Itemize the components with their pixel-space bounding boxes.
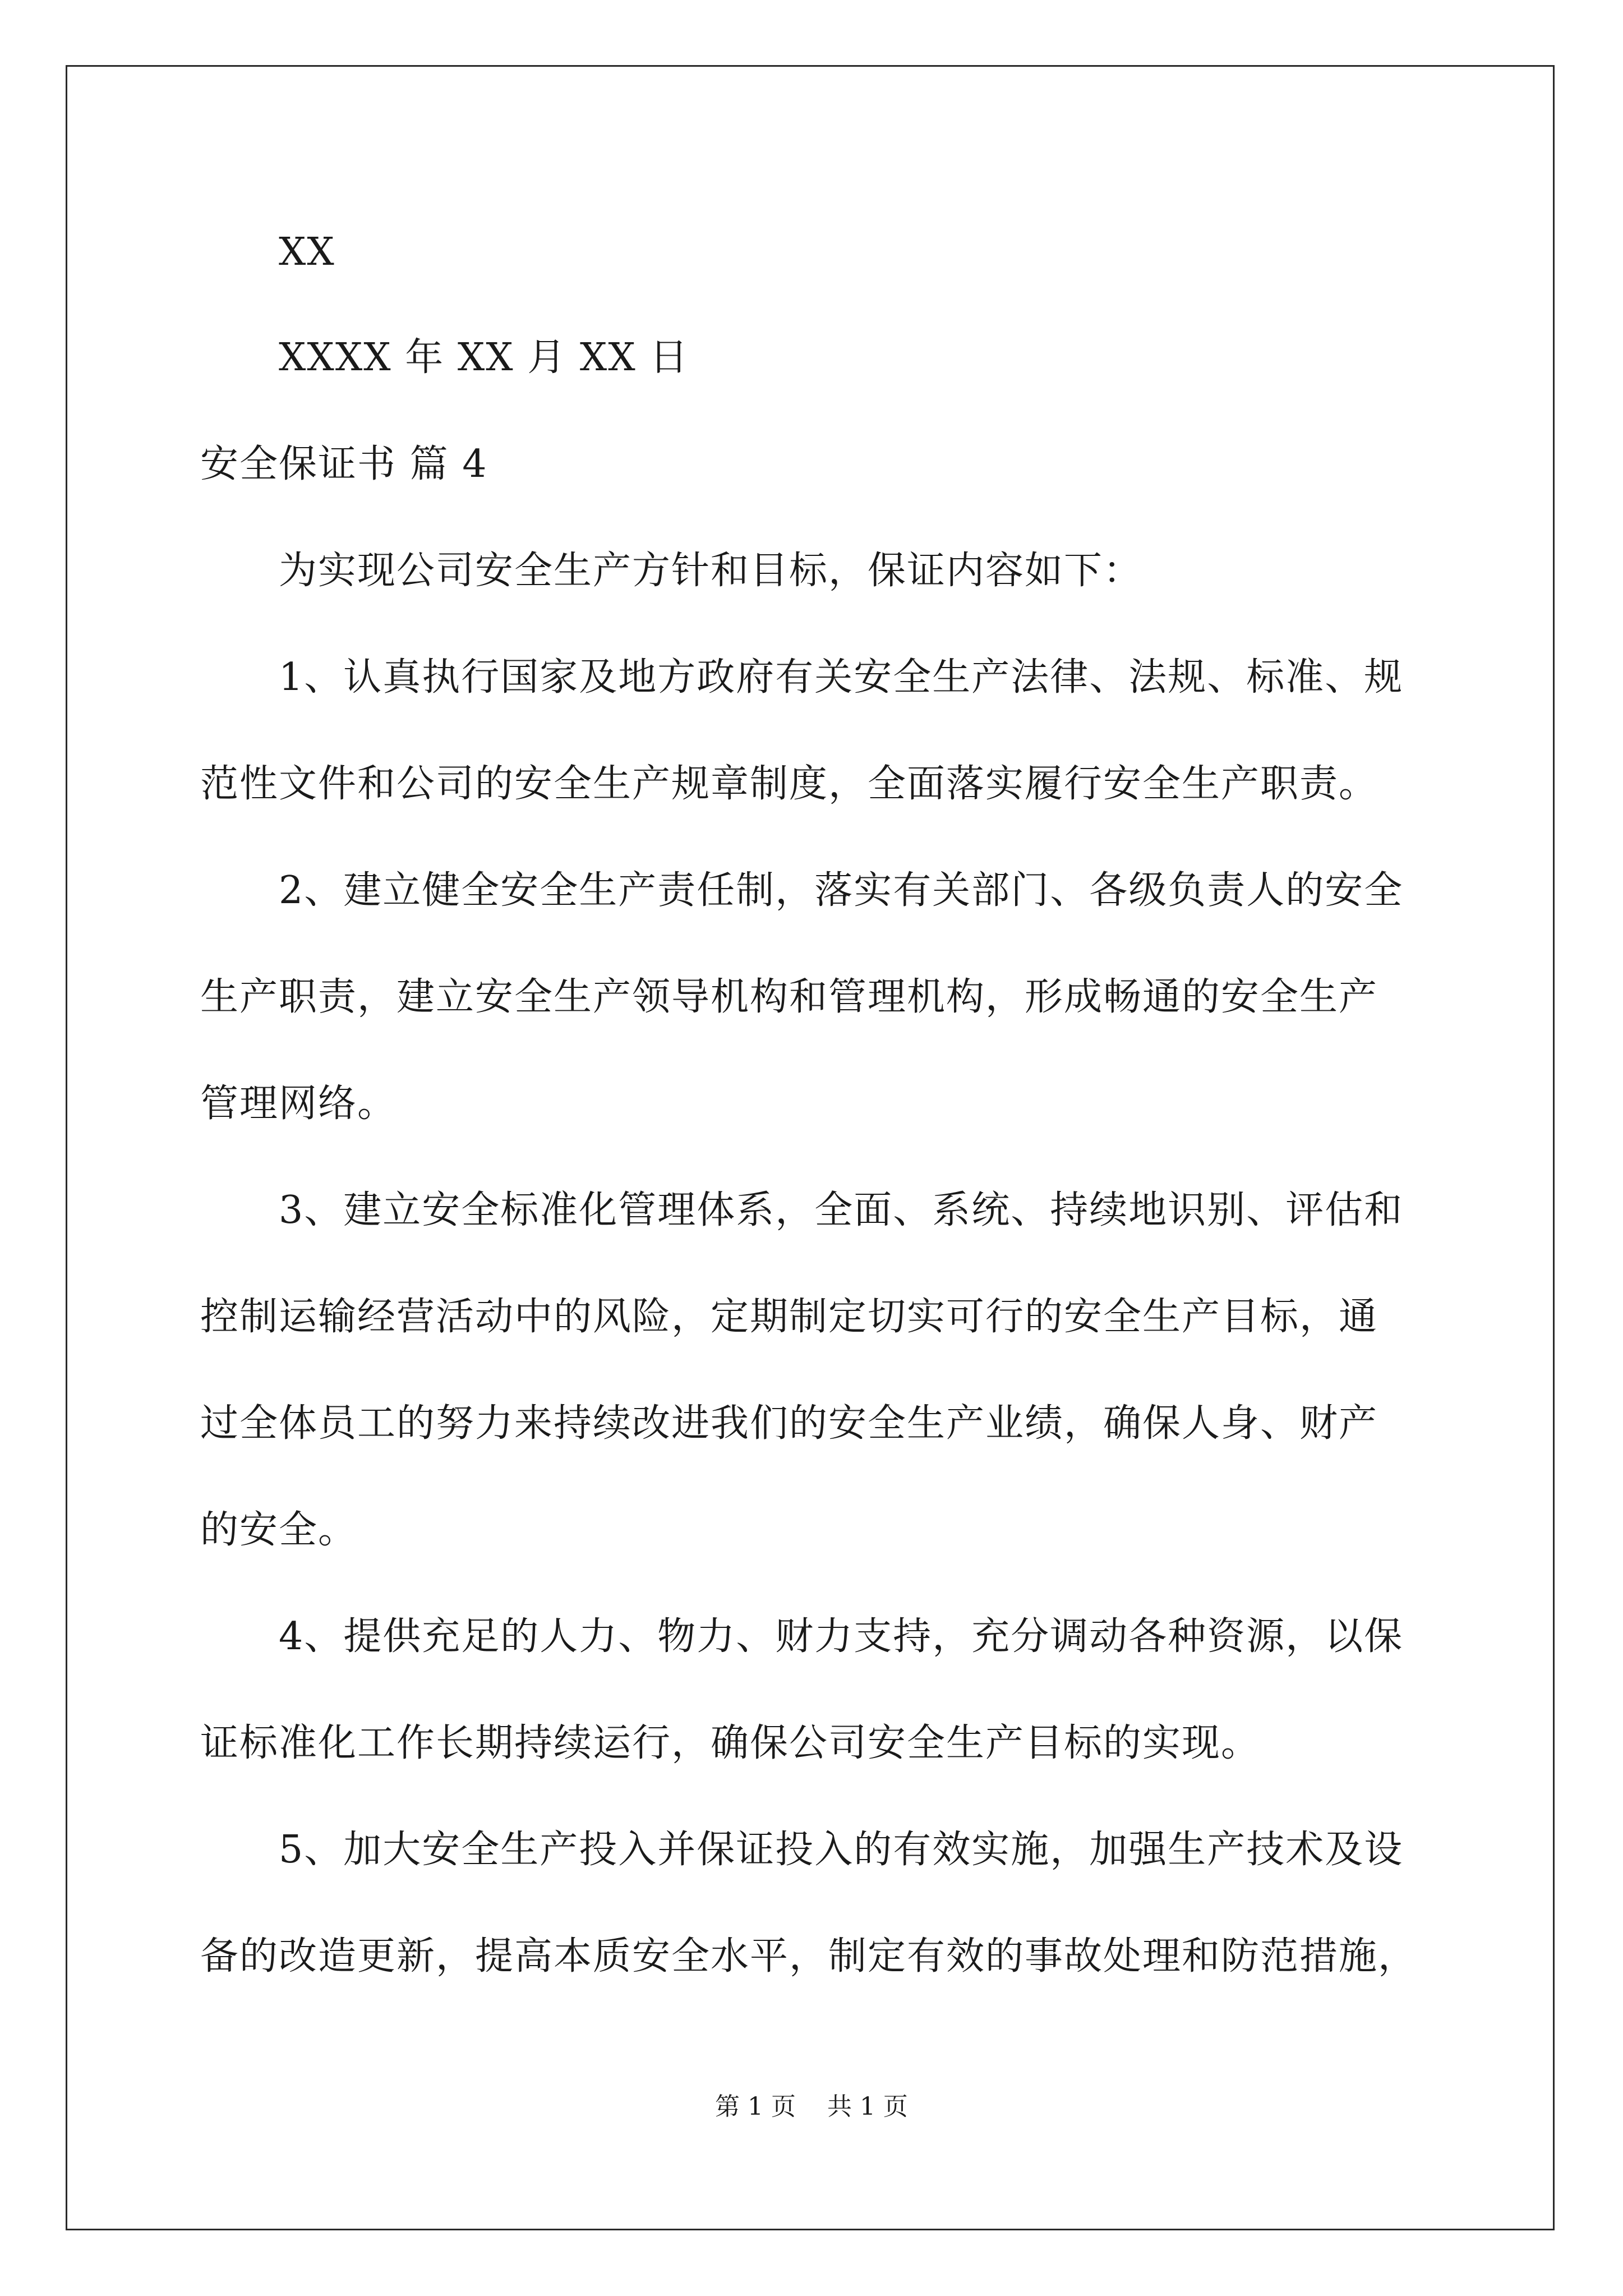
item-4-line-1: 4、提供充足的人力、物力、财力支持，充分调动各种资源，以保 (279, 1614, 1404, 1659)
item-1-line-1: 1、认真执行国家及地方政府有关安全生产法律、法规、标准、规 (279, 655, 1404, 700)
page-border (66, 65, 1555, 2230)
intro-paragraph: 为实现公司安全生产方针和目标，保证内容如下： (279, 549, 1143, 593)
item-5-line-1: 5、加大安全生产投入并保证投入的有效实施，加强生产技术及设 (279, 1828, 1404, 1872)
item-3-line-3: 过全体员工的努力来持续改进我们的安全生产业绩，确保人身、财产 (200, 1401, 1378, 1446)
item-3-line-4: 的安全。 (200, 1508, 358, 1552)
item-2-line-3: 管理网络。 (200, 1082, 397, 1126)
item-3-line-2: 控制运输经营活动中的风险，定期制定切实可行的安全生产目标，通 (200, 1295, 1378, 1339)
item-1-line-2: 范性文件和公司的安全生产规章制度，全面落实履行安全生产职责。 (200, 762, 1378, 806)
item-4-line-2: 证标准化工作长期持续运行，确保公司安全生产目标的实现。 (200, 1721, 1261, 1765)
section-title: 安全保证书 篇 4 (200, 442, 488, 486)
item-3-line-1: 3、建立安全标准化管理体系，全面、系统、持续地识别、评估和 (279, 1188, 1404, 1232)
item-2-line-2: 生产职责，建立安全生产领导机构和管理机构，形成畅通的安全生产 (200, 975, 1378, 1019)
item-5-line-2: 备的改造更新，提高本质安全水平，制定有效的事故处理和防范措施， (200, 1934, 1418, 1978)
page-footer: 第 1 页 共 1 页 (715, 2092, 908, 2121)
item-2-line-1: 2、建立健全安全生产责任制，落实有关部门、各级负责人的安全 (279, 868, 1404, 913)
signature-name: XX (279, 230, 335, 274)
signature-date: XXXX 年 XX 月 XX 日 (279, 335, 689, 380)
